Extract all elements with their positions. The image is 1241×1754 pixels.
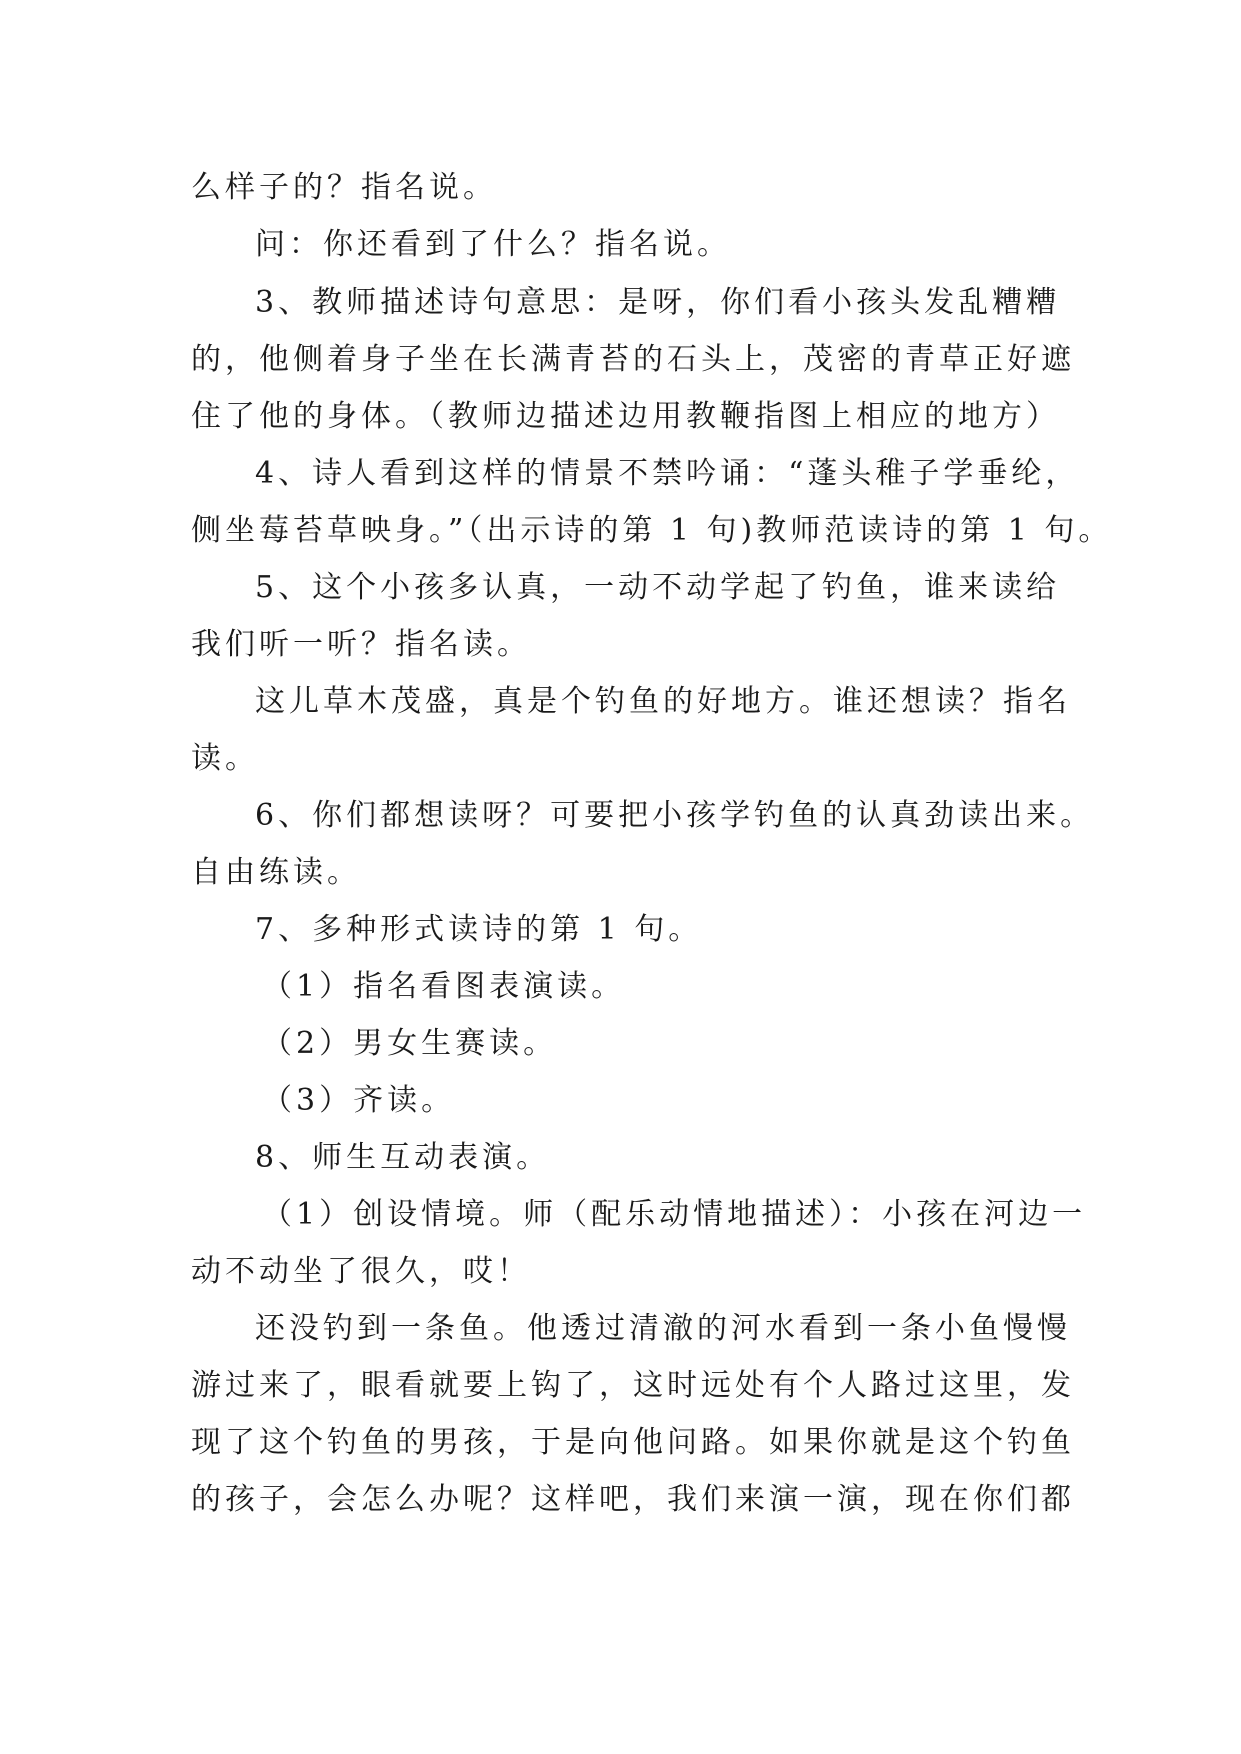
text-line: 的，他侧着身子坐在长满青苔的石头上，茂密的青草正好遮: [191, 342, 1075, 377]
text-line: 我们听一听？指名读。: [191, 627, 531, 662]
text-line: 问：你还看到了什么？指名说。: [255, 227, 731, 262]
text-line: 么样子的？指名说。: [191, 170, 497, 205]
text-line: 这儿草木茂盛，真是个钓鱼的好地方。谁还想读？指名: [255, 684, 1071, 719]
text-line: （3）齐读。: [262, 1083, 456, 1118]
text-line: 4、诗人看到这样的情景不禁吟诵：“蓬头稚子学垂纶，: [255, 456, 1080, 491]
text-line: 自由练读。: [191, 855, 361, 890]
text-line: 读。: [191, 741, 259, 776]
text-line: 5、这个小孩多认真，一动不动学起了钓鱼，谁来读给: [255, 570, 1061, 605]
text-line: 7、多种形式读诗的第 1 句。: [255, 912, 703, 947]
text-line: 住了他的身体。（教师边描述边用教鞭指图上相应的地方）: [191, 399, 1060, 434]
text-line: （2）男女生赛读。: [262, 1026, 558, 1061]
text-line: 的孩子，会怎么办呢？这样吧，我们来演一演，现在你们都: [191, 1482, 1075, 1517]
text-line: （1）指名看图表演读。: [262, 969, 626, 1004]
text-line: 还没钓到一条鱼。他透过清澈的河水看到一条小鱼慢慢: [255, 1311, 1071, 1346]
text-line: 8、师生互动表演。: [255, 1140, 551, 1175]
text-line: 侧坐莓苔草映身。”（出示诗的第 1 句)教师范读诗的第 1 句。: [191, 513, 1113, 548]
text-line: （1）创设情境。师（配乐动情地描述）：小孩在河边一: [262, 1197, 1087, 1232]
text-line: 3、教师描述诗句意思：是呀，你们看小孩头发乱糟糟: [255, 285, 1061, 320]
text-line: 现了这个钓鱼的男孩，于是向他问路。如果你就是这个钓鱼: [191, 1425, 1075, 1460]
text-line: 游过来了，眼看就要上钩了，这时远处有个人路过这里，发: [191, 1368, 1075, 1403]
text-line: 动不动坐了很久，哎！: [191, 1254, 531, 1289]
text-line: 6、你们都想读呀？可要把小孩学钓鱼的认真劲读出来。: [255, 798, 1095, 833]
